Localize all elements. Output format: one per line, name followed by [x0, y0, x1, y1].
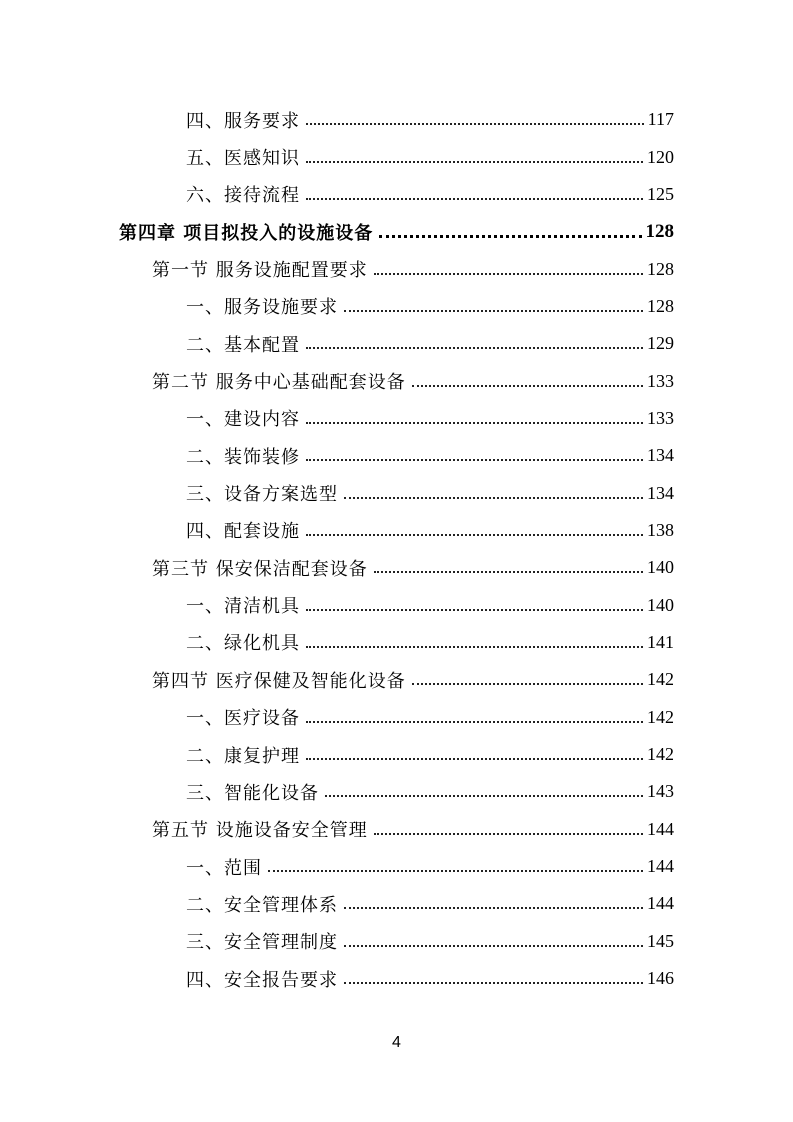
toc-entry-title: 二、装饰装修 [186, 446, 300, 468]
toc-subsection-entry[interactable] [0, 101, 793, 138]
toc-dot-leader [306, 458, 643, 461]
toc-subsection-entry[interactable] [0, 325, 793, 362]
toc-entry-title: 五、医感知识 [186, 148, 300, 170]
toc-dot-leader [306, 160, 643, 163]
toc-subsection-entry[interactable] [0, 960, 793, 997]
toc-entry-title: 二、绿化机具 [186, 633, 300, 655]
toc-entry-page: 128 [645, 220, 674, 242]
toc-dot-leader [306, 197, 643, 200]
toc-entry-title: 一、范围 [186, 857, 262, 879]
toc-subsection-entry[interactable] [0, 923, 793, 960]
toc-entry-page: 140 [647, 557, 674, 578]
toc-section-entry[interactable] [0, 362, 793, 399]
toc-entry-page: 134 [647, 482, 674, 503]
toc-entry-page: 142 [647, 669, 674, 690]
toc-entry-title: 第四节 医疗保健及智能化设备 [152, 670, 406, 692]
toc-entry-title: 第三节 保安保洁配套设备 [152, 558, 368, 580]
toc-entry-page: 125 [647, 183, 674, 204]
toc-entry-title: 一、服务设施要求 [186, 297, 338, 319]
toc-dot-leader [344, 944, 643, 947]
toc-entry-title: 一、医疗设备 [186, 708, 300, 730]
toc-entry-title: 第五节 设施设备安全管理 [152, 820, 368, 842]
toc-dot-leader [412, 384, 643, 387]
toc-entry-page: 128 [647, 258, 674, 279]
toc-subsection-entry[interactable] [0, 848, 793, 885]
toc-dot-leader [306, 608, 643, 611]
toc-entry-title: 四、安全报告要求 [186, 969, 338, 991]
toc-dot-leader [306, 533, 643, 536]
toc-subsection-entry[interactable] [0, 474, 793, 511]
toc-entry-page: 140 [647, 594, 674, 615]
toc-subsection-entry[interactable] [0, 176, 793, 213]
toc-entry-title: 三、安全管理制度 [186, 932, 338, 954]
toc-subsection-entry[interactable] [0, 437, 793, 474]
toc-entry-title: 一、清洁机具 [186, 596, 300, 618]
toc-dot-leader [344, 309, 643, 312]
toc-entry-title: 第一节 服务设施配置要求 [152, 260, 368, 282]
toc-entry-title: 第四章 项目拟投入的设施设备 [119, 222, 374, 244]
toc-entry-title: 二、基本配置 [186, 334, 300, 356]
toc-dot-leader [306, 421, 643, 424]
toc-subsection-entry[interactable] [0, 773, 793, 810]
page-number: 4 [392, 1034, 401, 1051]
toc-entry-title: 三、智能化设备 [186, 782, 319, 804]
toc-entry-page: 143 [647, 781, 674, 802]
toc-dot-leader [412, 682, 643, 685]
toc-dot-leader [344, 981, 643, 984]
toc-dot-leader [306, 645, 643, 648]
toc-entry-page: 138 [647, 519, 674, 540]
toc-entry-title: 三、设备方案选型 [186, 484, 338, 506]
toc-dot-leader [306, 346, 643, 349]
toc-chapter-entry[interactable] [0, 213, 793, 250]
toc-subsection-entry[interactable] [0, 138, 793, 175]
toc-dot-leader [306, 757, 643, 760]
toc-dot-leader [374, 832, 643, 835]
toc-subsection-entry[interactable] [0, 736, 793, 773]
toc-entry-title: 四、配套设施 [186, 521, 300, 543]
toc-subsection-entry[interactable] [0, 512, 793, 549]
toc-entry-title: 四、服务要求 [186, 110, 300, 132]
toc-entry-page: 133 [647, 407, 674, 428]
toc-entry-page: 128 [647, 295, 674, 316]
toc-section-entry[interactable] [0, 549, 793, 586]
toc-entry-page: 144 [647, 856, 674, 877]
toc-entry-title: 六、接待流程 [186, 185, 300, 207]
toc-dot-leader [325, 794, 643, 797]
toc-dot-leader [268, 869, 643, 872]
toc-section-entry[interactable] [0, 811, 793, 848]
toc-entry-page: 142 [647, 706, 674, 727]
toc-entry-page: 134 [647, 445, 674, 466]
toc-entry-title: 二、康复护理 [186, 745, 300, 767]
toc-entry-title: 一、建设内容 [186, 409, 300, 431]
toc-entry-title: 第二节 服务中心基础配套设备 [152, 372, 406, 394]
toc-subsection-entry[interactable] [0, 885, 793, 922]
toc-entry-page: 117 [647, 109, 674, 130]
toc-entry-page: 142 [647, 744, 674, 765]
table-of-contents [0, 101, 793, 997]
toc-entry-page: 144 [647, 893, 674, 914]
toc-entry-title: 二、安全管理体系 [186, 894, 338, 916]
toc-subsection-entry[interactable] [0, 288, 793, 325]
toc-dot-leader [374, 570, 643, 573]
toc-entry-page: 120 [647, 146, 674, 167]
toc-entry-page: 145 [647, 930, 674, 951]
toc-dot-leader [344, 906, 643, 909]
toc-entry-page: 144 [647, 818, 674, 839]
toc-dot-leader [374, 272, 643, 275]
toc-subsection-entry[interactable] [0, 400, 793, 437]
toc-dot-leader [344, 496, 643, 499]
toc-entry-page: 129 [647, 333, 674, 354]
toc-entry-page: 146 [647, 968, 674, 989]
toc-dot-leader [379, 234, 641, 238]
toc-subsection-entry[interactable] [0, 699, 793, 736]
toc-dot-leader [306, 122, 644, 125]
toc-section-entry[interactable] [0, 250, 793, 287]
toc-dot-leader [306, 720, 643, 723]
toc-subsection-entry[interactable] [0, 624, 793, 661]
toc-entry-page: 141 [647, 631, 674, 652]
toc-entry-page: 133 [647, 370, 674, 391]
toc-section-entry[interactable] [0, 661, 793, 698]
toc-subsection-entry[interactable] [0, 586, 793, 623]
